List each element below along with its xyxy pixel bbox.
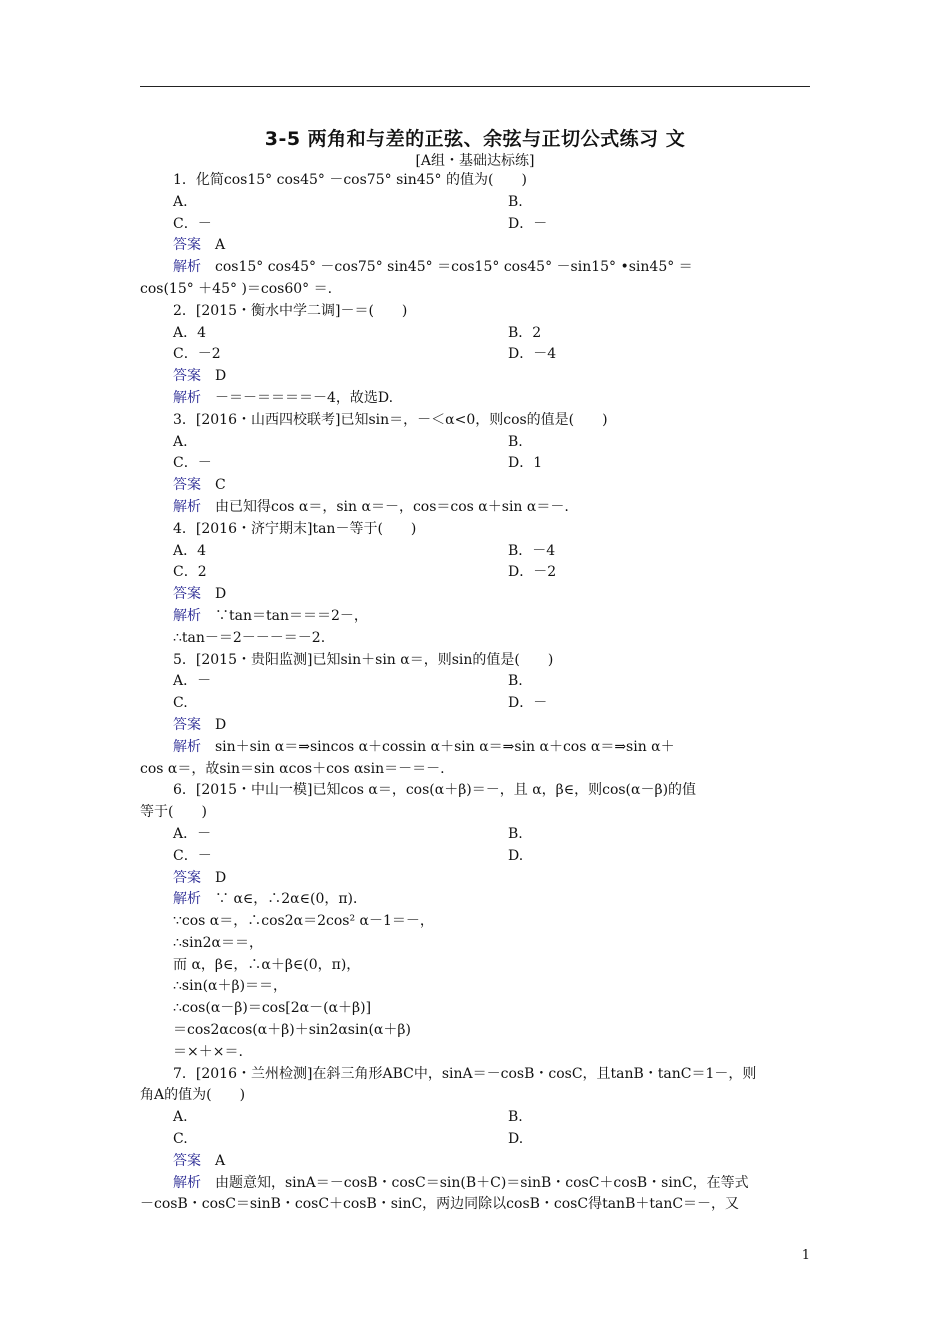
options-row (140, 323, 810, 345)
text-line: 4．[2016・济宁期末]tan－等于( ) (173, 520, 417, 537)
answer-label: 解析 (173, 1174, 201, 1191)
document-body (140, 170, 810, 1216)
text-line: ＝×＋×＝. (173, 1043, 243, 1060)
text-line: ∴sin2α＝＝， (173, 934, 263, 951)
text-line: ＝cos2αcos(α＋β)＋sin2αsin(α＋β) (173, 1022, 411, 1039)
option-left: C．－ (173, 455, 212, 472)
answer-text: C (201, 477, 226, 494)
option-right: D．－ (508, 215, 548, 232)
analysis-line (140, 257, 810, 279)
option-left: C. (173, 1131, 188, 1148)
answer-label: 答案 (173, 477, 201, 494)
option-right: B. (508, 825, 523, 842)
option-left: A. (173, 1109, 188, 1126)
option-left: C．－2 (173, 346, 221, 363)
text-line: ∵cos α＝，∴cos2α＝2cos² α－1＝－， (173, 913, 434, 930)
answer-text: D (201, 869, 227, 886)
answer-line (140, 868, 810, 890)
text-line: ∴tan－＝2－－－＝－2. (173, 629, 326, 646)
answer-text: sin＋sin α＝⇒sincos α＋cossin α＋sin α＝⇒sin α＋cos α＝⇒sin α＋ (201, 738, 675, 755)
page-number: 1 (801, 1248, 810, 1263)
answer-text: 由题意知，sinA＝－cosB・cosC＝sin(B＋C)＝sinB・cosC＋cosB・sinC，在等式 (201, 1174, 749, 1191)
analysis-line (140, 737, 810, 759)
answer-text: －＝－＝＝＝＝－4，故选D. (201, 389, 394, 406)
option-left: C．－ (173, 215, 212, 232)
answer-label: 解析 (173, 259, 201, 276)
header-rule (140, 86, 810, 87)
options-row (140, 432, 810, 454)
answer-label: 解析 (173, 498, 201, 515)
option-left: A．－ (173, 825, 212, 842)
answer-label: 答案 (173, 368, 201, 385)
answer-line (140, 715, 810, 737)
answer-line (140, 1151, 810, 1173)
option-left: A．4 (173, 542, 207, 559)
text-line: 6．[2015・中山一模]已知cos α＝，cos(α＋β)＝－，且 α，β∈，则cos(α－β)的值 (173, 782, 697, 799)
option-right: D．1 (508, 455, 543, 472)
text-line: cos(15° ＋45° )＝cos60° ＝. (140, 280, 333, 297)
answer-text: D (201, 586, 227, 603)
text-line: －cosB・cosC＝sinB・cosC＋cosB・sinC，两边同除以cosB・cosC得tanB＋tanC＝－，又 (140, 1196, 740, 1213)
options-row (140, 671, 810, 693)
option-right: D．－4 (508, 346, 557, 363)
option-right: D. (508, 1131, 524, 1148)
analysis-line (140, 388, 810, 410)
options-row (140, 214, 810, 236)
answer-text: A (201, 237, 226, 254)
answer-line (140, 235, 810, 257)
text-line: 角A的值为( ) (140, 1087, 246, 1104)
answer-text: cos15° cos45° －cos75° sin45° ＝cos15° cos45° －sin15° •sin45° ＝ (201, 259, 693, 276)
text-line: ∴sin(α＋β)＝＝， (173, 978, 288, 995)
answer-label: 解析 (173, 891, 201, 908)
answer-text: ∵tan＝tan＝＝＝2－， (201, 607, 368, 624)
option-left: C．－ (173, 847, 212, 864)
options-row (140, 192, 810, 214)
text-line: 而 α，β∈，∴α＋β∈(0，π)， (173, 956, 361, 973)
text-line: ∴cos(α－β)＝cos[2α－(α＋β)] (173, 1000, 372, 1017)
answer-label: 答案 (173, 586, 201, 603)
option-left: A. (173, 433, 188, 450)
text-line: 5．[2015・贵阳监测]已知sin＋sin α＝，则sin的值是( ) (173, 651, 554, 668)
option-right: B. (508, 193, 523, 210)
option-right: B．2 (508, 324, 542, 341)
text-line: 2．[2015・衡水中学二调]－＝( ) (173, 302, 408, 319)
answer-text: A (201, 1152, 226, 1169)
option-right: B. (508, 1109, 523, 1126)
option-right: B．－4 (508, 542, 556, 559)
options-row (140, 344, 810, 366)
options-row (140, 453, 810, 475)
option-right: B. (508, 433, 523, 450)
answer-text: D (201, 368, 227, 385)
page-title: 3-5 两角和与差的正弦、余弦与正切公式练习 文 (264, 128, 686, 150)
text-line: cos α＝，故sin＝sin αcos＋cos αsin＝－＝－. (140, 760, 445, 777)
text-line: 1．化简cos15° cos45° －cos75° sin45° 的值为( ) (173, 172, 527, 188)
answer-label: 答案 (173, 237, 201, 254)
options-row (140, 693, 810, 715)
options-row (140, 1129, 810, 1151)
answer-label: 解析 (173, 738, 201, 755)
section-subtitle: [A组・基础达标练] (415, 153, 535, 169)
answer-text: D (201, 716, 227, 733)
options-row (140, 562, 810, 584)
answer-text: ∵ α∈，∴2α∈(0，π)． (201, 891, 368, 908)
text-line: 3．[2016・山西四校联考]已知sin＝，－＜α<0，则cos的值是( ) (173, 411, 608, 428)
option-left: C．2 (173, 564, 207, 581)
options-row (140, 846, 810, 868)
answer-label: 解析 (173, 389, 201, 406)
option-left: A．4 (173, 324, 207, 341)
answer-line (140, 584, 810, 606)
option-left: C. (173, 695, 188, 712)
answer-label: 答案 (173, 1152, 201, 1169)
option-right: D．－2 (508, 564, 557, 581)
option-right: B. (508, 673, 523, 690)
analysis-line (140, 889, 810, 911)
answer-label: 答案 (173, 869, 201, 886)
option-left: A. (173, 193, 188, 210)
answer-label: 解析 (173, 607, 201, 624)
options-row (140, 1107, 810, 1129)
answer-line (140, 475, 810, 497)
analysis-line (140, 1173, 810, 1195)
text-line: 7．[2016・兰州检测]在斜三角形ABC中，sinA＝－cosB・cosC，且tanB・tanC＝1－，则 (173, 1065, 757, 1082)
analysis-line (140, 606, 810, 628)
option-right: D．－ (508, 695, 548, 712)
answer-label: 答案 (173, 716, 201, 733)
analysis-line (140, 497, 810, 519)
option-right: D. (508, 847, 524, 864)
text-line: 等于( ) (140, 804, 207, 821)
option-left: A．－ (173, 673, 212, 690)
options-row (140, 541, 810, 563)
answer-text: 由已知得cos α＝，sin α＝－，cos＝cos α＋sin α＝－. (201, 498, 569, 515)
answer-line (140, 366, 810, 388)
options-row (140, 824, 810, 846)
